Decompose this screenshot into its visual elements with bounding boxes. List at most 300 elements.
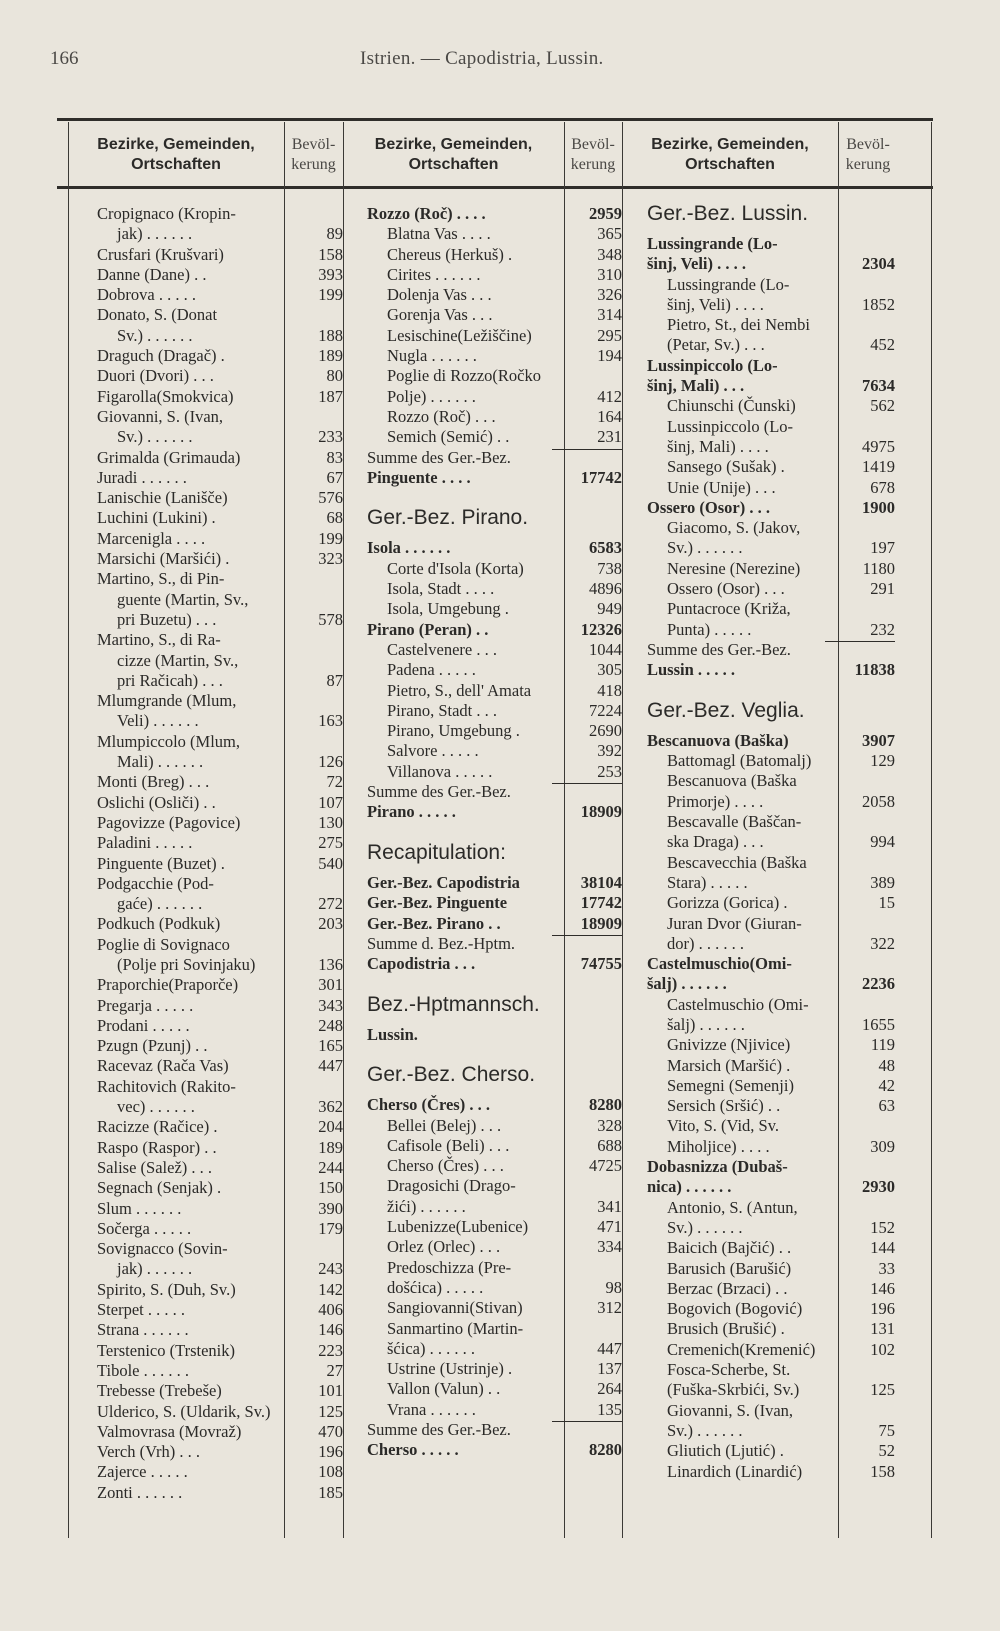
place-name: Cherso (Čres) . . . (367, 1095, 490, 1115)
population-value: 83 (326, 447, 343, 467)
table-row (367, 1025, 622, 1045)
population-value: 253 (597, 761, 622, 781)
place-name: jak) . . . . . . (117, 1259, 193, 1279)
place-name: Vrana . . . . . . (387, 1399, 476, 1419)
population-value: 165 (318, 1036, 343, 1056)
place-name: Pagovizze (Pagovice) (97, 812, 241, 832)
table-row (97, 813, 343, 833)
place-name: Bescavalle (Baščan- (667, 812, 802, 832)
table-row (647, 417, 895, 437)
population-value: 1419 (862, 457, 895, 477)
place-name: Martino, S., di Ra- (97, 630, 221, 650)
population-value: 310 (597, 264, 622, 284)
table-row (647, 295, 895, 315)
table-row (97, 732, 343, 752)
population-value: 72 (326, 772, 343, 792)
place-name: Ulderico, S. (Uldarik, Sv.) (97, 1401, 271, 1421)
place-name: Raspo (Raspor) . . (97, 1137, 217, 1157)
table-row (97, 1056, 343, 1076)
place-name: Chereus (Herkuš) . (387, 244, 513, 264)
table-row (367, 1197, 622, 1217)
place-name: Ustrine (Ustrinje) . (387, 1359, 513, 1379)
population-value: 343 (318, 995, 343, 1015)
sum-rule (552, 935, 622, 936)
table-row (367, 579, 622, 599)
section-heading (647, 204, 895, 234)
table-row (97, 1239, 343, 1259)
place-name: Praporchie(Praporče) (97, 975, 239, 995)
population-value: 447 (597, 1338, 622, 1358)
table-row (647, 1218, 895, 1238)
population-value: 125 (870, 1380, 895, 1400)
place-name: Martino, S., di Pin- (97, 569, 225, 589)
table-row (647, 498, 895, 518)
table-row (647, 853, 895, 873)
population-value: 471 (597, 1217, 622, 1237)
population-value: 328 (597, 1115, 622, 1135)
place-name: Salvore . . . . . (387, 741, 479, 761)
table-row (647, 812, 895, 832)
column-divider (622, 122, 623, 1538)
population-value: 406 (318, 1300, 343, 1320)
population-value: 27 (326, 1360, 343, 1380)
population-value: 136 (318, 954, 343, 974)
place-name: Padena . . . . . (387, 660, 476, 680)
population-value: 38104 (580, 872, 622, 892)
population-value: 2690 (589, 721, 622, 741)
population-value: 137 (597, 1359, 622, 1379)
place-name: Poglie di Sovignaco (97, 934, 230, 954)
table-row (647, 660, 895, 680)
column-1 (97, 204, 343, 1503)
population-value: 243 (318, 1259, 343, 1279)
table-row (647, 731, 895, 751)
place-name: guente (Martin, Sv., (117, 589, 249, 609)
place-name: šinj, Mali) . . . (647, 376, 745, 396)
table-row (647, 771, 895, 791)
column-2 (367, 204, 622, 1461)
table-row (97, 1483, 343, 1503)
place-name: Marsich (Maršić) . (667, 1055, 791, 1075)
table-row (367, 1136, 622, 1156)
table-row (647, 1116, 895, 1136)
table-row (367, 1095, 622, 1115)
table-row (97, 833, 343, 853)
table-row (97, 285, 343, 305)
population-value: 4896 (589, 579, 622, 599)
place-name: šalj) . . . . . . (647, 974, 727, 994)
population-value: 390 (318, 1198, 343, 1218)
table-row (367, 1258, 622, 1278)
population-value: 131 (870, 1319, 895, 1339)
place-name: Sv.) . . . . . . (667, 538, 743, 558)
table-row (97, 1422, 343, 1442)
table-row (97, 935, 343, 955)
table-row (647, 1137, 895, 1157)
place-name: Pietro, S., dell' Amata (387, 680, 532, 700)
population-value: 362 (318, 1097, 343, 1117)
population-value: 204 (318, 1117, 343, 1137)
table-row (647, 1238, 895, 1258)
population-value: 67 (326, 467, 343, 487)
place-name: Summe des Ger.-Bez. (367, 447, 511, 467)
sum-label-row (647, 640, 895, 660)
table-row (97, 427, 343, 447)
place-name: Bescavecchia (Baška (667, 852, 807, 872)
population-value: 150 (318, 1178, 343, 1198)
place-name: Stara) . . . . . (667, 872, 748, 892)
population-value: 540 (318, 853, 343, 873)
population-value: 314 (597, 305, 622, 325)
place-name: Bescanuova (Baška) (647, 730, 789, 750)
table-row (367, 366, 622, 386)
table-row (97, 366, 343, 386)
place-name: Antonio, S. (Antun, (667, 1197, 798, 1217)
table-row (97, 1402, 343, 1422)
table-row (97, 711, 343, 731)
place-name: Mali) . . . . . . (117, 752, 204, 772)
place-name: Podkuch (Podkuk) (97, 914, 221, 934)
place-name: Cropignaco (Kropin- (97, 204, 236, 223)
table-row (367, 873, 622, 893)
population-value: 68 (326, 508, 343, 528)
table-row (97, 305, 343, 325)
place-name: Sočerga . . . . . (97, 1218, 192, 1238)
table-row (647, 1299, 895, 1319)
table-row (97, 914, 343, 934)
table-row (97, 1300, 343, 1320)
table-row (97, 1036, 343, 1056)
population-value: 326 (597, 285, 622, 305)
table-row (647, 538, 895, 558)
place-name: Castelmuschio (Omi- (667, 994, 809, 1014)
population-value: 146 (870, 1278, 895, 1298)
table-row (367, 488, 622, 508)
place-name: Castelvenere . . . (387, 639, 497, 659)
table-row (97, 996, 343, 1016)
table-row (367, 326, 622, 346)
population-value: 2058 (862, 791, 895, 811)
population-value: 142 (318, 1279, 343, 1299)
table-row (647, 599, 895, 619)
population-value: 130 (318, 812, 343, 832)
population-value: 688 (597, 1135, 622, 1155)
place-name: Salise (Salež) . . . (97, 1157, 213, 1177)
population-value: 4975 (862, 436, 895, 456)
place-name: Sv.) . . . . . . (667, 1420, 743, 1440)
table-row (647, 1462, 895, 1482)
place-name: Verch (Vrh) . . . (97, 1442, 201, 1462)
table-row (97, 772, 343, 792)
table-row (367, 346, 622, 366)
place-name: Pietro, St., dei Nembi (667, 315, 810, 335)
population-table (57, 118, 933, 1538)
place-name: Ger.-Bez. Lussin. (647, 202, 809, 225)
table-row (647, 396, 895, 416)
table-row (97, 1117, 343, 1137)
table-row (97, 1341, 343, 1361)
place-name: Dragosichi (Drago- (387, 1176, 516, 1196)
table-row (647, 457, 895, 477)
population-value: 125 (318, 1401, 343, 1421)
sum-label-row (367, 934, 622, 954)
place-name: Barusich (Barušić) (667, 1258, 792, 1278)
table-row (647, 1177, 895, 1197)
table-row (367, 721, 622, 741)
population-value: 185 (318, 1482, 343, 1502)
table-row (647, 974, 895, 994)
population-value: 1852 (862, 294, 895, 314)
place-name: gaće) . . . . . . (117, 894, 203, 914)
population-value: 158 (318, 244, 343, 264)
table-row (97, 590, 343, 610)
table-row (647, 792, 895, 812)
table-row (97, 894, 343, 914)
table-row (647, 620, 895, 640)
place-name: šinj, Veli) . . . . (667, 294, 764, 314)
place-name: Blatna Vas . . . . (387, 224, 491, 244)
table-row (367, 1379, 622, 1399)
table-row (647, 1401, 895, 1421)
place-name: Unie (Unije) . . . (667, 477, 776, 497)
sum-label-row (367, 1420, 622, 1440)
place-name: Poglie di Rozzo(Ročko (387, 366, 541, 386)
place-name: Pirano, Stadt . . . (387, 700, 497, 720)
place-name: (Petar, Sv.) . . . (667, 335, 765, 355)
place-name: cizze (Martin, Sv., (117, 650, 239, 670)
table-row (647, 873, 895, 893)
place-name: Brusich (Brušić) . (667, 1319, 785, 1339)
table-row (367, 468, 622, 488)
place-name: Valmovrasa (Movraž) (97, 1421, 242, 1441)
place-name: Ger.-Bez. Veglia. (647, 698, 805, 722)
population-value: 164 (597, 406, 622, 426)
header-name-3: Bezirke, Gemeinden, Ortschaften (651, 136, 809, 173)
place-name: Tibole . . . . . . (97, 1360, 189, 1380)
table-row (97, 874, 343, 894)
population-value: 199 (318, 285, 343, 305)
place-name: Ossero (Osor) . . . (667, 579, 785, 599)
population-value: 42 (878, 1075, 895, 1095)
population-value: 470 (318, 1421, 343, 1441)
table-row (647, 518, 895, 538)
place-name: Racizze (Račice) . (97, 1117, 218, 1137)
place-name: Marsichi (Maršići) . (97, 549, 230, 569)
population-value: 233 (318, 427, 343, 447)
place-name: Sansego (Sušak) . (667, 457, 785, 477)
population-value: 17742 (580, 467, 622, 487)
table-row (647, 1035, 895, 1055)
place-name: Sanmartino (Martin- (387, 1318, 524, 1338)
table-row (97, 854, 343, 874)
header-pop-1: Bevöl- kerung (291, 136, 336, 173)
place-name: Juradi . . . . . . (97, 467, 187, 487)
place-name: Giacomo, S. (Jakov, (667, 518, 801, 538)
population-value: 295 (597, 325, 622, 345)
place-name: Mlumpiccolo (Mlum, (97, 731, 240, 751)
place-name: Rachitovich (Rakito- (97, 1076, 236, 1096)
population-value: 1180 (862, 558, 895, 578)
table-row (367, 407, 622, 427)
table-row (367, 224, 622, 244)
table-row (647, 335, 895, 355)
place-name: (Polje pri Sovinjaku) (117, 954, 256, 974)
table-row (97, 793, 343, 813)
table-row (97, 1219, 343, 1239)
population-value: 18909 (580, 913, 622, 933)
population-value: 179 (318, 1218, 343, 1238)
population-value: 80 (326, 366, 343, 386)
population-value: 196 (318, 1442, 343, 1462)
sum-rule (552, 1421, 622, 1422)
place-name: Duori (Dvori) . . . (97, 366, 214, 386)
population-value: 199 (318, 528, 343, 548)
population-value: 189 (318, 1137, 343, 1157)
place-name: Cirites . . . . . . (387, 264, 481, 284)
place-name: Bez.-Hptmannsch. (367, 992, 540, 1016)
table-row (367, 265, 622, 285)
table-row (647, 1157, 895, 1177)
population-value: 301 (318, 975, 343, 995)
header-name-1: Bezirke, Gemeinden, Ortschaften (97, 136, 255, 173)
place-name: Oslichi (Osliči) . . (97, 792, 216, 812)
place-name: Figarolla(Smokvica) (97, 386, 234, 406)
table-row (97, 468, 343, 488)
table-row (97, 975, 343, 995)
table-row (647, 1319, 895, 1339)
table-row (367, 1440, 622, 1460)
table-row (647, 1198, 895, 1218)
place-name: Vallon (Valun) . . (387, 1379, 501, 1399)
population-value: 163 (318, 711, 343, 731)
population-value: 189 (318, 346, 343, 366)
table-row (367, 538, 622, 558)
place-name: Pzugn (Pzunj) . . (97, 1036, 208, 1056)
population-value: 194 (597, 346, 622, 366)
place-name: Pregarja . . . . . (97, 995, 194, 1015)
place-name: Polje) . . . . . . (387, 386, 476, 406)
population-value: 203 (318, 914, 343, 934)
place-name: Juran Dvor (Giuran- (667, 913, 802, 933)
place-name: Ger.-Bez. Cherso. (367, 1063, 536, 1087)
sum-label-row (367, 448, 622, 468)
section-heading (367, 992, 622, 1025)
place-name: Lussin . . . . . (647, 660, 736, 680)
table-row (647, 1076, 895, 1096)
table-row (367, 1400, 622, 1420)
place-name: Dobasnizza (Dubaš- (647, 1157, 788, 1177)
place-name: Slum . . . . . . (97, 1198, 182, 1218)
population-value: 63 (878, 1096, 895, 1116)
place-name: Veli) . . . . . . (117, 711, 199, 731)
population-value: 89 (326, 224, 343, 244)
place-name: Puntacroce (Križa, (667, 599, 791, 619)
table-row (647, 559, 895, 579)
table-row (97, 1097, 343, 1117)
table-row (647, 1421, 895, 1441)
table-row (367, 285, 622, 305)
place-name: Ger.-Bez. Pirano . . (367, 913, 501, 933)
table-row (367, 681, 622, 701)
table-row (647, 1096, 895, 1116)
page-number: 166 (50, 48, 79, 69)
population-value: 264 (597, 1379, 622, 1399)
table-row (647, 995, 895, 1015)
table-row (367, 1298, 622, 1318)
place-name: Pinguente . . . . (367, 467, 471, 487)
population-value: 738 (597, 558, 622, 578)
population-value: 8280 (589, 1440, 622, 1460)
place-name: Isola, Stadt . . . . (387, 579, 495, 599)
place-name: Gorenja Vas . . . (387, 305, 493, 325)
place-name: Cafisole (Beli) . . . (387, 1135, 510, 1155)
population-value: 418 (597, 680, 622, 700)
table-row (647, 914, 895, 934)
table-row (647, 1380, 895, 1400)
population-value: 17742 (580, 893, 622, 913)
place-name: Linardich (Linardić) (667, 1461, 803, 1481)
place-name: Gorizza (Gorica) . (667, 893, 788, 913)
table-row (367, 599, 622, 619)
place-name: Cherso . . . . . (367, 1440, 459, 1460)
table-row (97, 630, 343, 650)
column-divider (931, 122, 932, 1538)
place-name: Ger.-Bez. Pirano. (367, 506, 529, 530)
place-name: Berzac (Brzaci) . . (667, 1278, 788, 1298)
place-name: Grimalda (Grimauda) (97, 447, 241, 467)
page-title: Istrien. — Capodistria, Lussin. (360, 48, 604, 69)
population-value: 322 (870, 933, 895, 953)
population-value: 135 (597, 1399, 622, 1419)
place-name: Cherso (Čres) . . . (387, 1156, 504, 1176)
table-row (97, 955, 343, 975)
place-name: Sv.) . . . . . . (117, 427, 193, 447)
table-row (97, 508, 343, 528)
population-value: 334 (597, 1237, 622, 1257)
population-value: 223 (318, 1340, 343, 1360)
population-value: 1655 (862, 1014, 895, 1034)
place-name: Giovanni, S. (Ivan, (97, 406, 224, 426)
table-row (647, 1279, 895, 1299)
place-name: pri Buzetu) . . . (117, 609, 217, 629)
place-name: Luchini (Lukini) . (97, 508, 216, 528)
population-value: 48 (878, 1055, 895, 1075)
place-name: Dobrova . . . . . (97, 285, 196, 305)
table-row (367, 640, 622, 660)
place-name: Primorje) . . . . (667, 791, 764, 811)
place-name: Lussingrande (Lo- (647, 234, 778, 253)
population-value: 576 (318, 488, 343, 508)
table-row (367, 387, 622, 407)
header-name-2: Bezirke, Gemeinden, Ortschaften (374, 136, 533, 173)
place-name: Ger.-Bez. Capodistria (367, 872, 520, 892)
page-header (40, 48, 940, 78)
population-value: 18909 (580, 802, 622, 822)
population-value: 11838 (854, 660, 895, 680)
place-name: Racevaz (Rača Vas) (97, 1056, 229, 1076)
table-row (97, 326, 343, 346)
population-value: 87 (326, 670, 343, 690)
table-row (367, 620, 622, 640)
table-row (647, 478, 895, 498)
place-name: Sterpet . . . . . (97, 1300, 185, 1320)
place-name: Crusfari (Krušvari) (97, 244, 224, 264)
population-value: 98 (605, 1277, 622, 1297)
table-row (367, 741, 622, 761)
table-row (367, 701, 622, 721)
place-name: Lussin. (367, 1024, 418, 1044)
table-row (97, 549, 343, 569)
